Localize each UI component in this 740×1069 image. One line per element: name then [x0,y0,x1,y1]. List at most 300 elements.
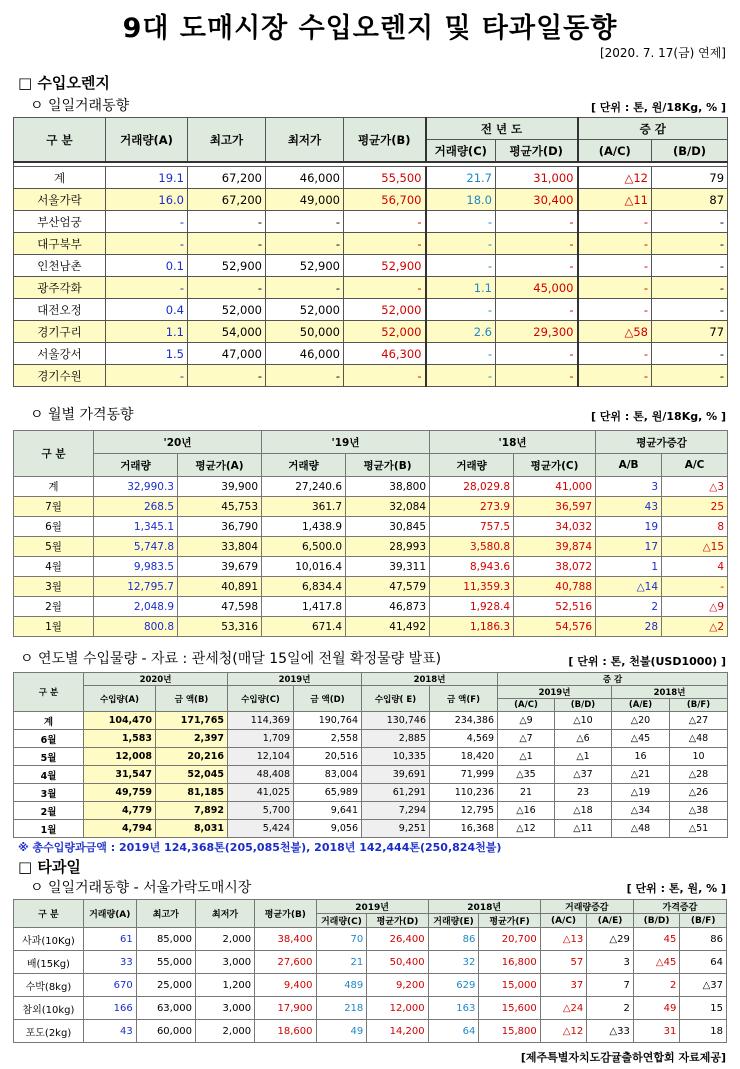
row-label: 2월 [14,802,84,820]
table-cell: △29 [587,928,634,951]
table-cell: 70 [316,928,367,951]
table-cell: △12 [498,820,555,838]
table-cell: 34,032 [514,517,596,537]
col-header: A/C [662,454,728,477]
row-label: 6월 [14,517,94,537]
source-note: [제주특별자치도감귤출하연합회 자료제공] [520,1051,726,1064]
table-cell: △1 [555,748,612,766]
col-header: 가격증감 [633,900,726,914]
table-cell: 31,547 [84,766,156,784]
table-cell: - [266,365,344,387]
table-cell: 12,104 [228,748,294,766]
table-cell: △18 [555,802,612,820]
table-cell: 9,251 [362,820,430,838]
row-label: 사과(10Kg) [14,928,84,951]
table-cell: 28,029.8 [430,477,514,497]
table-cell: △48 [670,730,728,748]
col-header: 구 분 [14,118,106,163]
table-cell: 2 [633,974,680,997]
col-header: 평균가(B) [255,900,316,928]
table-cell: 60,000 [136,1020,195,1043]
other-unit: [ 단위 : 톤, 원, % ] [626,882,726,895]
table-cell: 40,891 [178,577,262,597]
table-cell: - [426,211,496,233]
row-label: 계 [14,167,106,189]
table-cell: 54,000 [188,321,266,343]
table-cell: 1.5 [106,343,188,365]
col-header: 거래량(A) [83,900,136,928]
table-cell: 800.8 [94,617,178,637]
table-cell: 71,999 [430,766,498,784]
col-header: 증 감 [578,118,728,140]
table-cell: 12,795.7 [94,577,178,597]
table-cell: 8,031 [156,820,228,838]
row-label: 1월 [14,820,84,838]
table-cell: - [106,211,188,233]
table-cell: 49,759 [84,784,156,802]
table-cell: △35 [498,766,555,784]
table-cell: 46,000 [266,167,344,189]
table-cell: 32,990.3 [94,477,178,497]
table-cell: 43 [83,1020,136,1043]
table-cell: △12 [540,1020,587,1043]
table-cell: 52,900 [266,255,344,277]
col-header: 평균가(D) [496,140,578,163]
table-cell: △27 [670,712,728,730]
table-row [14,277,728,299]
col-header: 전 년 도 [426,118,578,140]
table-cell: 67,200 [188,189,266,211]
table-cell: 50,400 [367,951,428,974]
table-cell: 20,700 [479,928,540,951]
monthly-unit: [ 단위 : 톤, 원/18Kg, % ] [590,410,726,423]
row-label: 서울강서 [14,343,106,365]
table-cell: 45,000 [496,277,578,299]
col-header: 수입량( E) [362,686,430,712]
table-cell: 2.6 [426,321,496,343]
table-cell: - [344,211,426,233]
table-cell: 7,892 [156,802,228,820]
table-cell: △24 [540,997,587,1020]
table-cell: - [106,233,188,255]
table-cell: 18,600 [255,1020,316,1043]
table-cell: △19 [612,784,670,802]
table-cell: △34 [612,802,670,820]
col-header: 최고가 [188,118,266,163]
table-cell: 56,700 [344,189,426,211]
table-row [14,617,728,637]
col-header: 구 분 [14,900,84,928]
table-row [14,974,727,997]
table-cell: 12,000 [367,997,428,1020]
col-header: 최고가 [136,900,195,928]
table-cell: 9,983.5 [94,557,178,577]
row-label: 6월 [14,730,84,748]
table-cell: △1 [498,748,555,766]
table-row [14,477,728,497]
table-cell: 52,000 [266,299,344,321]
table-cell: 27,240.6 [262,477,346,497]
table-cell: 55,500 [344,167,426,189]
table-cell: 2,000 [195,928,254,951]
table-cell: 39,691 [362,766,430,784]
table-cell: △6 [555,730,612,748]
table-cell: 3,000 [195,997,254,1020]
table-cell: - [106,365,188,387]
table-cell: 757.5 [430,517,514,537]
table-cell: 130,746 [362,712,430,730]
table-cell: 46,873 [346,597,430,617]
table-cell: △10 [555,712,612,730]
table-cell: - [652,233,728,255]
table-cell: △37 [680,974,727,997]
table-cell: 63,000 [136,997,195,1020]
table-cell: 5,747.8 [94,537,178,557]
table-cell: 41,025 [228,784,294,802]
table-cell: - [188,365,266,387]
table-cell: - [266,233,344,255]
table-cell: 166 [83,997,136,1020]
table-cell: - [426,299,496,321]
table-cell: 47,000 [188,343,266,365]
table-cell: 7,294 [362,802,430,820]
table-cell: - [496,299,578,321]
table-cell: 31 [633,1020,680,1043]
table-cell: △11 [555,820,612,838]
table-cell: 15,000 [479,974,540,997]
col-header: (B/F) [680,914,727,928]
table-row [14,820,728,838]
table-cell: - [188,233,266,255]
table-cell: 6,834.4 [262,577,346,597]
table-cell: 39,874 [514,537,596,557]
row-label: 2월 [14,597,94,617]
table-cell: 2,885 [362,730,430,748]
table-cell: △15 [662,537,728,557]
table-cell: △58 [578,321,652,343]
col-header: 거래량(C) [426,140,496,163]
table-cell: 629 [428,974,479,997]
table-row [14,802,728,820]
table-cell: - [426,255,496,277]
table-cell: 25 [662,497,728,517]
col-header: 거래량 [262,454,346,477]
table-row [14,299,728,321]
col-header: 최저가 [266,118,344,163]
col-header: 2019년 [228,673,362,686]
col-header: (B/D) [633,914,680,928]
table-cell: 171,765 [156,712,228,730]
table-cell: 1,438.9 [262,517,346,537]
table-cell: 1,709 [228,730,294,748]
col-header: 2019년 [316,900,428,914]
table-cell: - [652,255,728,277]
table-cell: - [578,277,652,299]
table-row [14,712,728,730]
table-cell: △7 [498,730,555,748]
col-header: '19년 [262,431,430,454]
table-cell: 1 [596,557,662,577]
col-header: 거래량(E) [428,914,479,928]
col-header: 평균가(B) [344,118,426,163]
table-cell: 27,600 [255,951,316,974]
table-cell: 28,993 [346,537,430,557]
table-cell: 32,084 [346,497,430,517]
table-cell: 53,316 [178,617,262,637]
table-cell: 18,420 [430,748,498,766]
col-header: '18년 [430,431,596,454]
table-cell: 8,943.6 [430,557,514,577]
table-cell: 39,679 [178,557,262,577]
row-label: 수박(8kg) [14,974,84,997]
table-cell: 3,580.8 [430,537,514,557]
col-header: 평균가증감 [596,431,728,454]
table-cell: 104,470 [84,712,156,730]
table-cell: 61 [83,928,136,951]
table-cell: 0.1 [106,255,188,277]
table-cell: - [344,365,426,387]
table-cell: △45 [612,730,670,748]
row-label: 대구북부 [14,233,106,255]
col-header: 거래량(A) [106,118,188,163]
col-header: 증 감 [498,673,728,686]
table-cell: 1.1 [106,321,188,343]
table-cell: 20,516 [294,748,362,766]
table-cell: 2 [587,997,634,1020]
table-cell: △3 [662,477,728,497]
imports-heading: ㅇ 연도별 수입물량 - 자료 : 관세청(매달 15일에 전월 확정물량 발표) [20,651,442,667]
table-cell: 1,417.8 [262,597,346,617]
col-header: '20년 [94,431,262,454]
col-header: (A/C) [540,914,587,928]
col-header: 금 액(F) [430,686,498,712]
table-cell: 33 [83,951,136,974]
col-header: 평균가(B) [346,454,430,477]
table-cell: 114,369 [228,712,294,730]
table-cell: 28 [596,617,662,637]
col-header: (B/D) [555,699,612,712]
table-cell: - [578,233,652,255]
table-cell: 21 [316,951,367,974]
col-header: 거래량 [94,454,178,477]
table-row [14,997,727,1020]
table-cell: 4,569 [430,730,498,748]
table-cell: 5,700 [228,802,294,820]
daily-table [13,117,728,387]
table-row [14,537,728,557]
row-label: 부산엄궁 [14,211,106,233]
table-cell: 52,000 [188,299,266,321]
table-cell: 1,200 [195,974,254,997]
table-cell: 52,000 [344,299,426,321]
table-cell: - [578,211,652,233]
col-header: (A/E) [612,699,670,712]
table-cell: 41,492 [346,617,430,637]
table-cell: 81,185 [156,784,228,802]
table-cell: 15 [680,997,727,1020]
imports-table [13,672,728,838]
col-header: (A/E) [587,914,634,928]
table-row [14,189,728,211]
table-cell: △2 [662,617,728,637]
row-label: 계 [14,477,94,497]
row-label: 4월 [14,557,94,577]
col-header: 수입량(A) [84,686,156,712]
table-cell: △45 [633,951,680,974]
table-cell: - [652,343,728,365]
table-row [14,517,728,537]
table-row [14,928,727,951]
table-cell: 85,000 [136,928,195,951]
table-row [14,951,727,974]
table-cell: 45 [633,928,680,951]
table-row [14,784,728,802]
table-cell: 1,345.1 [94,517,178,537]
table-cell: △14 [596,577,662,597]
table-cell: 14,200 [367,1020,428,1043]
table-cell: 29,300 [496,321,578,343]
table-cell: 190,764 [294,712,362,730]
row-label: 4월 [14,766,84,784]
table-row [14,343,728,365]
table-cell: △33 [587,1020,634,1043]
table-cell: △9 [498,712,555,730]
table-cell: - [578,343,652,365]
table-cell: 12,008 [84,748,156,766]
monthly-table [13,430,728,637]
table-cell: 18 [680,1020,727,1043]
table-cell: - [662,577,728,597]
table-cell: 37 [540,974,587,997]
table-row [14,167,728,189]
table-cell: 57 [540,951,587,974]
table-cell: - [106,277,188,299]
row-label: 광주각화 [14,277,106,299]
table-cell: 1,583 [84,730,156,748]
table-cell: - [652,299,728,321]
table-cell: 36,790 [178,517,262,537]
table-cell: - [652,211,728,233]
table-cell: 6,500.0 [262,537,346,557]
table-cell: 49 [316,1020,367,1043]
col-header: 2019년 [498,686,612,699]
table-cell: 489 [316,974,367,997]
table-cell: 16,800 [479,951,540,974]
col-header: 평균가(A) [178,454,262,477]
table-cell: △28 [670,766,728,784]
col-header: 최저가 [195,900,254,928]
table-cell: - [496,343,578,365]
table-cell: 52,045 [156,766,228,784]
table-row [14,1020,727,1043]
table-cell: 1.1 [426,277,496,299]
table-cell: 39,311 [346,557,430,577]
table-cell: 64 [428,1020,479,1043]
table-cell: △48 [612,820,670,838]
table-cell: 30,845 [346,517,430,537]
row-label: 7월 [14,497,94,517]
row-label: 배(15Kg) [14,951,84,974]
table-cell: 86 [680,928,727,951]
table-cell: 20,216 [156,748,228,766]
table-cell: 43 [596,497,662,517]
table-cell: 3 [596,477,662,497]
table-cell: 83,004 [294,766,362,784]
table-row [14,577,728,597]
table-cell: 234,386 [430,712,498,730]
table-cell: 2,000 [195,1020,254,1043]
table-cell: 33,804 [178,537,262,557]
other-heading: ㅇ 일일거래동향 - 서울가락도매시장 [30,880,252,896]
row-label: 3월 [14,784,84,802]
col-header: 수입량(C) [228,686,294,712]
table-cell: 19.1 [106,167,188,189]
col-header: 2018년 [362,673,498,686]
table-row [14,766,728,784]
table-cell: 671.4 [262,617,346,637]
daily-heading: ㅇ 일일거래동향 [30,98,130,114]
table-cell: 0.4 [106,299,188,321]
table-cell: △37 [555,766,612,784]
table-cell: 1,186.3 [430,617,514,637]
table-cell: 5,424 [228,820,294,838]
table-cell: 48,408 [228,766,294,784]
table-cell: 21 [498,784,555,802]
table-cell: - [266,211,344,233]
table-cell: 50,000 [266,321,344,343]
row-label: 포도(2kg) [14,1020,84,1043]
section-orange-title: □ 수입오렌지 [18,74,110,92]
col-header: (A/C) [498,699,555,712]
table-cell: - [266,277,344,299]
table-row [14,211,728,233]
table-cell: 2,397 [156,730,228,748]
table-row [14,557,728,577]
table-cell: 9,200 [367,974,428,997]
table-cell: 16.0 [106,189,188,211]
table-cell: 79 [652,167,728,189]
row-label: 5월 [14,748,84,766]
report-date: [2020. 7. 17(금) 연제] [599,46,726,60]
table-cell: 9,641 [294,802,362,820]
table-cell: 19 [596,517,662,537]
table-cell: 25,000 [136,974,195,997]
col-header: (B/F) [670,699,728,712]
row-label: 참외(10kg) [14,997,84,1020]
col-header: 거래량(C) [316,914,367,928]
table-cell: 2,558 [294,730,362,748]
table-cell: 64 [680,951,727,974]
table-cell: 10 [670,748,728,766]
imports-unit: [ 단위 : 톤, 천불(USD1000) ] [568,655,726,668]
table-cell: 86 [428,928,479,951]
col-header: A/B [596,454,662,477]
table-cell: △38 [670,802,728,820]
table-cell: 45,753 [178,497,262,517]
table-cell: △11 [578,189,652,211]
table-cell: 47,598 [178,597,262,617]
table-cell: 7 [587,974,634,997]
col-header: 2018년 [612,686,728,699]
row-label: 경기수원 [14,365,106,387]
table-row [14,365,728,387]
table-cell: 163 [428,997,479,1020]
col-header: 거래량 [430,454,514,477]
col-header: 구 분 [14,431,94,477]
table-cell: 54,576 [514,617,596,637]
table-cell: 3 [587,951,634,974]
table-row [14,497,728,517]
